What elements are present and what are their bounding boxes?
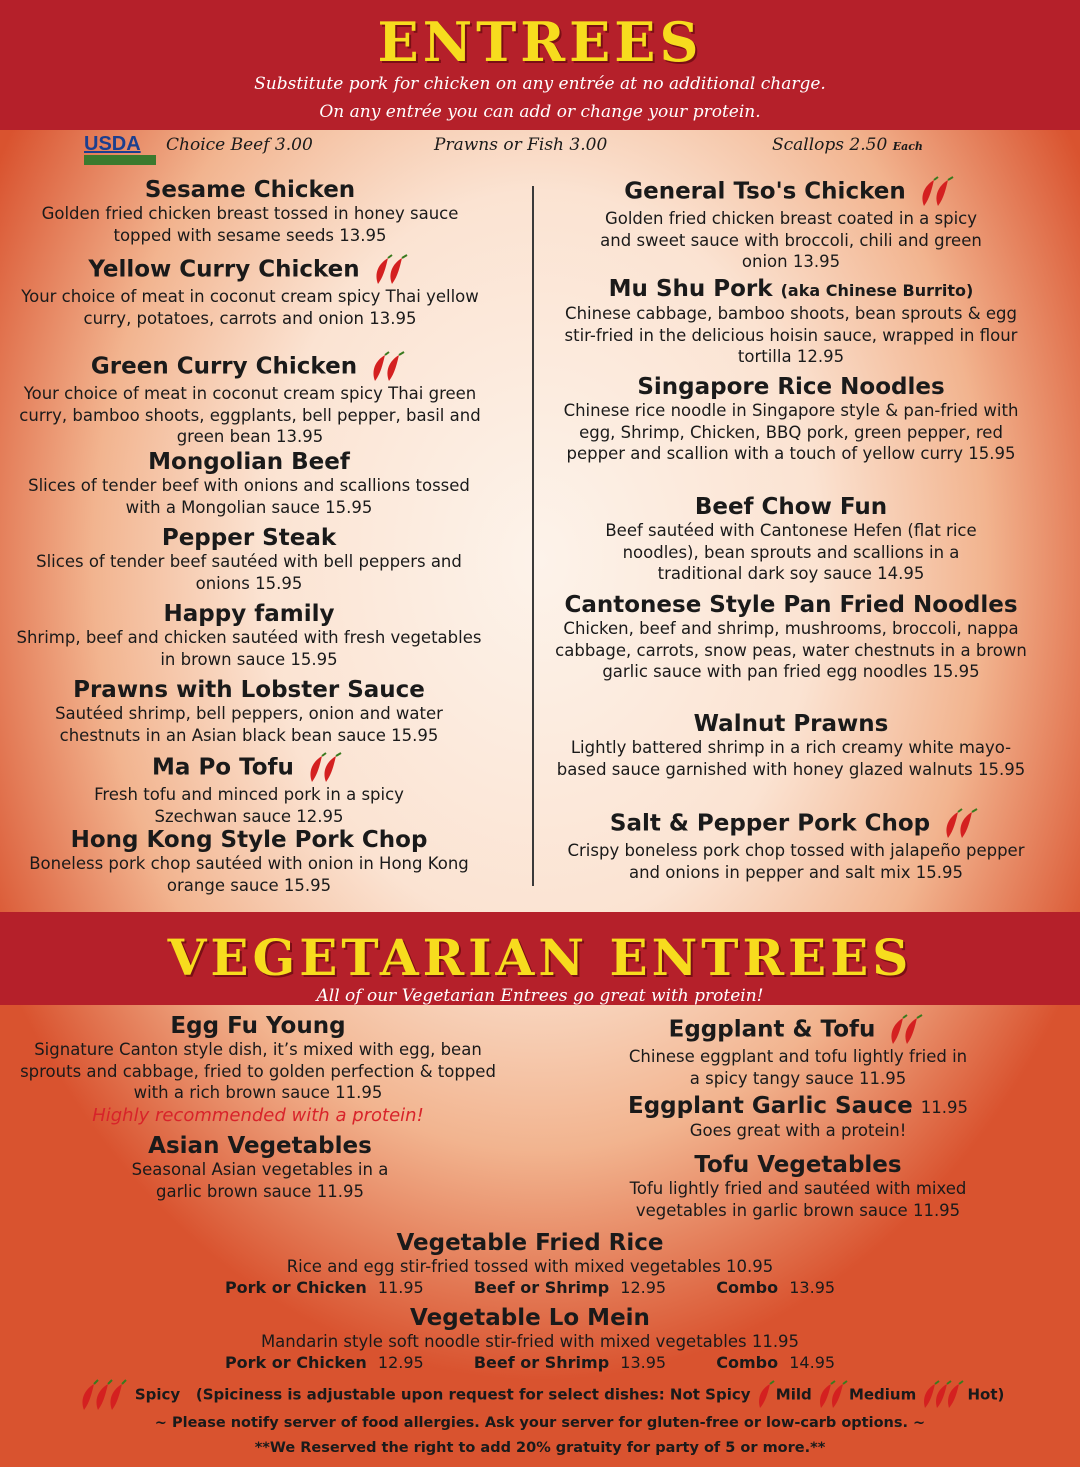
dish-description: Your choice of meat in coconut cream spicy Thai yellow curry, potatoes, carrots and onion 13.95 — [21, 287, 479, 328]
dish-description: Crispy boneless pork chop tossed with jalapeño pepper and onions in pepper and salt mix 15.95 — [567, 841, 1025, 882]
option-label: Pork or Chicken — [224, 1277, 367, 1297]
dish-description: Sautéed shrimp, bell peppers, onion and water chestnuts in an Asian black bean sauce 15.95 — [55, 704, 443, 745]
dish-tag: (aka Chinese Burrito) — [780, 281, 974, 300]
option-price: 13.95 — [789, 1277, 836, 1297]
dish-name: Singapore Rice Noodles — [637, 374, 945, 400]
dish-name-text: General Tso's Chicken — [624, 178, 906, 205]
dish-description: Chinese eggplant and tofu lightly fried in a spicy tangy sauce 11.95 — [628, 1047, 968, 1088]
column-divider — [532, 186, 534, 886]
dish-description: Slices of tender beef with onions and scallions tossed with a Mongolian sauce 15.95 — [28, 476, 470, 517]
dish-name: Egg Fu Young — [170, 1013, 346, 1039]
dish-name-text: Yellow Curry Chicken — [88, 256, 360, 283]
protein-options — [190, 1353, 870, 1372]
menu-item — [14, 450, 484, 518]
menu-item — [14, 828, 484, 896]
dish-description: Boneless pork chop sautéed with onion in Hong Kong orange sauce 15.95 — [29, 854, 469, 895]
vegetarian-title: VEGETARIAN ENTREES — [167, 928, 913, 987]
spicy-pepper-icon — [302, 752, 346, 784]
dish-name — [548, 277, 1034, 303]
dish-name: Tofu Vegetables — [694, 1152, 902, 1178]
dish-name: Hong Kong Style Pork Chop — [70, 827, 428, 853]
menu-item — [588, 1014, 1008, 1089]
dish-description: Slices of tender beef sautéed with bell peppers and onions 15.95 — [36, 552, 462, 593]
dish-description: Beef sautéed with Cantonese Hefen (flat rice noodles), bean sprouts and scallions in a traditional dark soy sauce 14.95 — [605, 521, 977, 583]
usda-logo-text: USDA — [84, 133, 141, 155]
dish-name — [548, 176, 1034, 208]
vegetarian-subtitle: All of our Vegetarian Entrees go great with protein! — [316, 986, 764, 1006]
spicy-pepper-icon — [365, 351, 409, 383]
dish-name: Beef Chow Fun — [694, 494, 888, 520]
dish-description: Chinese cabbage, bamboo shoots, bean sprouts & egg stir-fried in the delicious hoisin sauce, wrapped in flour tortilla 12.95 — [564, 304, 1018, 366]
dish-name: Walnut Prawns — [693, 711, 889, 737]
spicy-pepper-icon — [938, 808, 982, 840]
dish-description: Fresh tofu and minced pork in a spicy Szechwan sauce 12.95 — [94, 785, 404, 826]
allergy-note: ~ Please notify server of food allergies. Ask your server for gluten-free or low-carb options. ~ — [154, 1415, 926, 1431]
addon-scallops-price: Scallops 2.50 — [772, 135, 888, 155]
addon-prawns: Prawns or Fish 3.00 — [434, 135, 608, 155]
menu-item — [10, 178, 490, 246]
menu-item — [60, 1134, 460, 1202]
menu-item — [548, 277, 1034, 368]
option-label: Combo — [716, 1352, 779, 1372]
dish-description: Your choice of meat in coconut cream spicy Thai green curry, bamboo shoots, eggplants, bell pepper, basil and green bean 13.95 — [19, 384, 481, 446]
spicy-pepper-icon — [914, 176, 958, 208]
option-label: Combo — [716, 1277, 779, 1297]
dish-name: Vegetable Fried Rice — [396, 1230, 664, 1256]
option-price: 12.95 — [377, 1352, 424, 1372]
usda-logo-bar — [84, 155, 156, 165]
dish-name — [588, 1094, 1008, 1120]
dish-name — [588, 1014, 1008, 1046]
addon-scallops-unit: Each — [892, 140, 923, 153]
recommendation-note: Highly recommended with a protein! — [92, 1104, 424, 1126]
medium-pepper-icon — [817, 1380, 849, 1410]
dish-description: Chicken, beef and shrimp, mushrooms, broccoli, nappa cabbage, carrots, snow peas, water chestnuts in a brown garlic sauce with pan fried egg noodles 15.95 — [555, 619, 1027, 681]
dish-name-text: Green Curry Chicken — [90, 353, 358, 380]
menu-item — [20, 1014, 496, 1128]
dish-name: Mongolian Beef — [148, 449, 350, 475]
menu-item — [14, 526, 484, 594]
spicy-legend-pepper-icon — [76, 1378, 130, 1412]
option-price: 13.95 — [620, 1352, 667, 1372]
dish-description: Tofu lightly fried and sautéed with mixed vegetables in garlic brown sauce 11.95 — [629, 1179, 967, 1220]
addon-scallops — [772, 135, 923, 155]
dish-name-text: Eggplant & Tofu — [668, 1016, 876, 1043]
dish-name — [6, 254, 494, 286]
menu-item — [14, 752, 484, 827]
option-price: 14.95 — [789, 1352, 836, 1372]
menu-item — [548, 176, 1034, 273]
entrees-banner — [0, 0, 1080, 130]
option-price: 12.95 — [620, 1277, 667, 1297]
dish-description: Shrimp, beef and chicken sautéed with fresh vegetables in brown sauce 15.95 — [16, 628, 482, 669]
option-label: Beef or Shrimp — [473, 1352, 610, 1372]
option-price: 11.95 — [377, 1277, 424, 1297]
dish-description: Signature Canton style dish, it’s mixed with egg, bean sprouts and cabbage, fried to golden perfection & topped with a rich brown sauce 11.95 — [20, 1040, 496, 1102]
dish-description: Seasonal Asian vegetables in a garlic brown sauce 11.95 — [131, 1160, 389, 1201]
menu-item — [556, 712, 1026, 780]
menu-item — [190, 1231, 870, 1297]
dish-name: Vegetable Lo Mein — [410, 1305, 650, 1331]
dish-name: Prawns with Lobster Sauce — [73, 677, 425, 703]
hot-label: Hot) — [967, 1385, 1005, 1404]
menu-item — [14, 678, 484, 746]
entrees-title: ENTREES — [377, 10, 703, 74]
spicy-pepper-icon — [883, 1014, 927, 1046]
dish-description: Goes great with a protein! — [689, 1121, 907, 1140]
menu-item — [548, 593, 1034, 683]
mild-label: Mild — [775, 1385, 812, 1404]
menu-item — [556, 495, 1026, 585]
dish-description: Mandarin style soft noodle stir-fried with mixed vegetables 11.95 — [260, 1332, 800, 1351]
menu-item — [556, 808, 1036, 883]
dish-name: Cantonese Style Pan Fried Noodles — [564, 592, 1018, 618]
option-label: Pork or Chicken — [224, 1352, 367, 1372]
hot-pepper-icon — [921, 1380, 967, 1410]
dish-name-text: Ma Po Tofu — [152, 754, 294, 781]
dish-name-text: Mu Shu Pork — [608, 276, 773, 302]
dish-name: Happy family — [163, 601, 335, 627]
menu-item — [190, 1306, 870, 1372]
menu-item — [556, 375, 1026, 465]
gratuity-note: **We Reserved the right to add 20% gratuity for party of 5 or more.** — [254, 1440, 826, 1456]
dish-name-text: Eggplant Garlic Sauce — [628, 1093, 913, 1119]
menu-item — [588, 1153, 1008, 1221]
menu-item — [6, 351, 494, 448]
spicy-legend — [0, 1378, 1080, 1412]
usda-logo — [84, 133, 158, 167]
dish-description: Golden fried chicken breast coated in a spicy and sweet sauce with broccoli, chili and green onion 13.95 — [600, 209, 982, 271]
menu-item — [14, 602, 484, 670]
protein-options — [190, 1278, 870, 1297]
entrees-subtitle-1: Substitute pork for chicken on any entrée at no additional charge. — [254, 74, 826, 94]
menu-item — [6, 254, 494, 329]
dish-price: 11.95 — [920, 1098, 968, 1117]
mild-pepper-icon — [756, 1380, 776, 1410]
dish-name: Pepper Steak — [161, 525, 337, 551]
dish-description: Golden fried chicken breast tossed in honey sauce topped with sesame seeds 13.95 — [41, 204, 459, 245]
addon-beef: Choice Beef 3.00 — [166, 135, 313, 155]
dish-name-text: Salt & Pepper Pork Chop — [609, 810, 931, 837]
medium-label: Medium — [848, 1385, 917, 1404]
dish-description: Rice and egg stir-fried tossed with mixed vegetables 10.95 — [286, 1257, 774, 1276]
spicy-note: (Spiciness is adjustable upon request for select dishes: Not Spicy — [195, 1385, 751, 1404]
spicy-pepper-icon — [368, 254, 412, 286]
dish-name — [14, 752, 484, 784]
dish-name: Sesame Chicken — [144, 177, 356, 203]
dish-name — [556, 808, 1036, 840]
dish-description: Chinese rice noodle in Singapore style & pan-fried with egg, Shrimp, Chicken, BBQ pork, green pepper, red pepper and scallion with a touch of yellow curry 15.95 — [563, 401, 1019, 463]
entrees-subtitle-2: On any entrée you can add or change your protein. — [319, 102, 761, 122]
dish-name — [6, 351, 494, 383]
dish-description: Lightly battered shrimp in a rich creamy white mayo-based sauce garnished with honey glazed walnuts 15.95 — [556, 738, 1026, 779]
menu-item — [588, 1094, 1008, 1142]
dish-name: Asian Vegetables — [148, 1133, 372, 1159]
protein-addons — [84, 133, 1004, 167]
option-label: Beef or Shrimp — [473, 1277, 610, 1297]
spicy-label: Spicy — [134, 1385, 181, 1404]
